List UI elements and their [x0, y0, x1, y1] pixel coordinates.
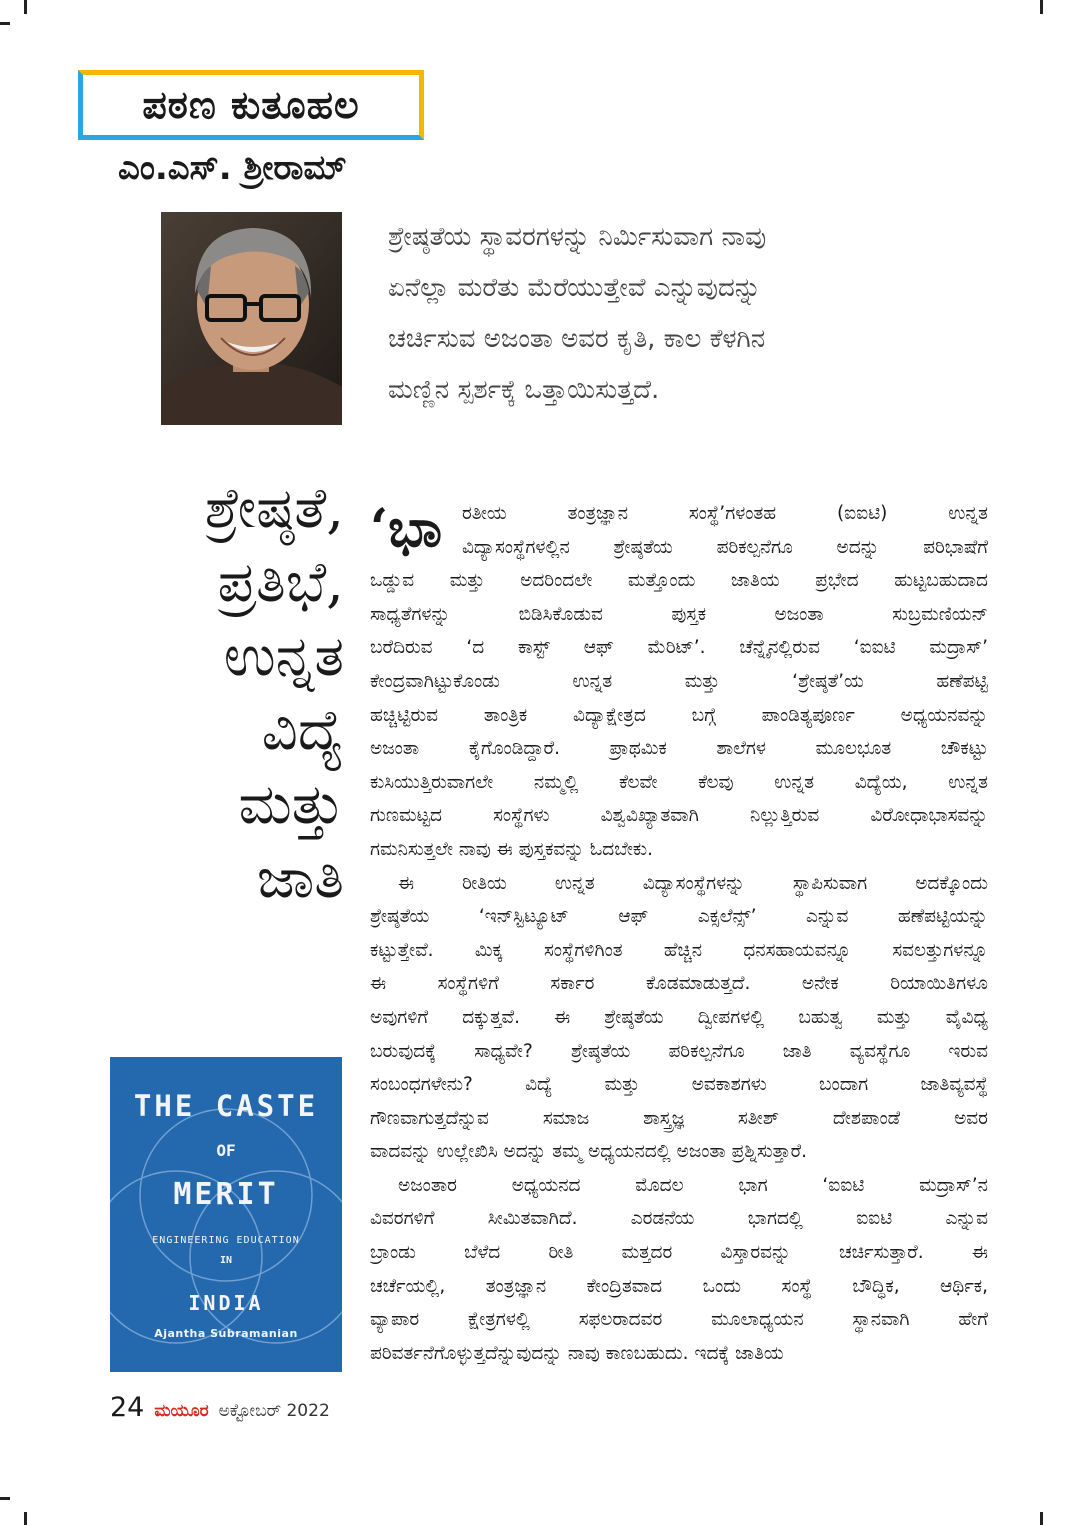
- article-word: ಸ್ಥಾನವಾಗಿ: [852, 1309, 910, 1331]
- article-word: ಅದನ್ನು: [836, 536, 880, 558]
- book-cover: [110, 1057, 342, 1372]
- article-word: ಹಣೆಪಟ್ಟಿ: [936, 670, 988, 692]
- article-line: [370, 900, 988, 934]
- article-word: ಸರ್ಕಾರ: [550, 973, 595, 995]
- article-word: ಉನ್ನತ: [948, 771, 988, 793]
- book-title-line: THE CASTE: [133, 1089, 319, 1123]
- article-line: [370, 1102, 988, 1136]
- article-word: ಕೈಗೊಂಡಿದ್ದಾರೆ.: [468, 738, 560, 760]
- article-word: ಮದ್ರಾಸ್’ನ: [919, 1174, 988, 1196]
- article-line: [370, 564, 988, 598]
- article-word: ಆರ್ಥಿಕ,: [940, 1275, 988, 1297]
- article-word: ಕೊಡಮಾಡುತ್ತದೆ.: [645, 973, 751, 995]
- article-word: ತಂತ್ರಜ್ಞಾನ: [567, 503, 628, 524]
- headline-line: ವಿದ್ಯೆ: [261, 698, 344, 763]
- article-word: ಬಿಡಿಸಿಕೊಡುವ: [518, 603, 603, 625]
- article-word: ಚರ್ಚಿಸುತ್ತಾರೆ.: [838, 1242, 924, 1264]
- headline-line: ಪ್ರತಿಭೆ,: [217, 550, 344, 615]
- crop-mark: [0, 22, 10, 25]
- article-word: ವಿಶ್ವವಿಖ್ಯಾತವಾಗಿ: [600, 805, 699, 827]
- article-word: ಇರುವ: [948, 1040, 988, 1062]
- article-word: ಚರ್ಚೆಯಲ್ಲಿ,: [370, 1275, 446, 1297]
- article-line: [370, 766, 988, 800]
- article-word: ಒಡ್ಡುವ: [370, 570, 415, 592]
- article-word: ಪರಿಕಲ್ಪನೆಗೂ: [716, 536, 793, 558]
- article-line: [370, 967, 988, 1001]
- article-line: ವಾದವನ್ನು ಉಲ್ಲೇಖಿಸಿ ಅದನ್ನು ತಮ್ಮ ಅಧ್ಯಯನದಲ್ಲಿ ಅಜಂತಾ ಪ್ರಶ್ನಿಸುತ್ತಾರೆ.: [370, 1141, 807, 1163]
- article-line: [370, 665, 988, 699]
- article-word: ಅಧ್ಯಯನದ: [511, 1174, 581, 1196]
- article-word: ಅವರ: [954, 1107, 988, 1129]
- article-word: ಆಫ್: [618, 906, 649, 928]
- article-word: ಮತ್ತೊಂದು: [627, 570, 696, 592]
- article-line: ಪರಿವರ್ತನೆಗೊಳ್ಳುತ್ತದೆನ್ನುವುದನ್ನು ನಾವು ಕಾಣಬಹುದು. ಇದಕ್ಕೆ ಜಾತಿಯ: [370, 1342, 784, 1364]
- article-line: [370, 1169, 988, 1203]
- headline-line: ಉನ್ನತ: [223, 624, 344, 689]
- article-word: ಸಂಸ್ಥೆಗಳಿಗೆ: [437, 973, 499, 995]
- article-word: ಸಂಸ್ಥೆಗಳಿಗಿಂತ: [543, 939, 623, 961]
- article-word: ‘ದ: [466, 637, 485, 659]
- page-footer: [110, 1392, 330, 1423]
- article-word: ಸಂಸ್ಥೆ: [781, 1275, 812, 1297]
- article-word: ಸಾಧ್ಯತೆಗಳನ್ನು: [370, 603, 451, 625]
- article-word: ಕೇಂದ್ರಿತವಾದ: [586, 1275, 663, 1297]
- article-word: ಸುಬ್ರಮಣಿಯನ್: [892, 603, 988, 625]
- article-word: ಶಾಲೆಗಳ: [716, 738, 766, 760]
- article-word: ಮೊದಲ: [635, 1174, 684, 1196]
- article-word: ವಿದ್ಯಾಸಂಸ್ಥೆಗಳಲ್ಲಿನ: [462, 536, 570, 558]
- article-word: ಉನ್ನತ: [554, 872, 595, 894]
- book-subtitle: ENGINEERING EDUCATION: [152, 1235, 300, 1246]
- drop-cap: ‘ಭಾ: [370, 498, 442, 559]
- article-word: ವಿದ್ಯಾಕ್ಷೇತ್ರದ: [573, 704, 646, 726]
- article-word: ಅದಕ್ಕೊಂದು: [915, 872, 988, 894]
- article-word: ತಂತ್ರಜ್ಞಾನ: [485, 1275, 547, 1297]
- article-word: ನಮ್ಮಲ್ಲಿ: [533, 771, 579, 793]
- article-word: ಮತ್ತು: [684, 670, 720, 692]
- article-word: ರೀತಿಯ: [462, 872, 507, 894]
- article-word: ಕಾಸ್ಟ್: [517, 637, 550, 659]
- crop-mark: [24, 0, 27, 14]
- article-word: ರಿಯಾಯಿತಿಗಳೂ: [890, 973, 988, 995]
- article-word: ಬರುವುದಕ್ಕೆ: [370, 1040, 437, 1062]
- article-word: ಬ್ರಾಂಡು: [370, 1242, 416, 1264]
- article-line: [370, 1270, 988, 1304]
- article-line: [370, 699, 988, 733]
- column-name: ಪಠಣ ಕುತೂಹಲ: [142, 82, 360, 127]
- article-word: ಆಫ್: [583, 637, 614, 659]
- article-word: ಅನೇಕ: [801, 973, 839, 995]
- article-word: ಅಜಂತಾ: [370, 738, 420, 760]
- article-line: [370, 598, 988, 632]
- article-word: ಕುಸಿಯುತ್ತಿರುವಾಗಲೇ: [370, 771, 494, 793]
- article-word: ಪರಿಭಾಷೆಗೆ: [923, 536, 988, 558]
- article-word: ವಿದ್ಯೆಯ,: [854, 771, 908, 793]
- article-word: ಈ: [398, 872, 415, 894]
- article-word: ಗೌಣವಾಗುತ್ತದೆನ್ನುವ: [370, 1107, 489, 1129]
- article-word: ಗುಣಮಟ್ಟದ: [370, 805, 442, 827]
- article-word: ಸಂಬಂಧಗಳೇನು?: [370, 1074, 473, 1096]
- book-subtitle-country: INDIA: [188, 1291, 264, 1315]
- magazine-name: ಮಯೂರ: [154, 1401, 209, 1421]
- article-word: ಸಂಸ್ಥೆ’ಗಳಂತಹ: [688, 503, 777, 524]
- article-line: [370, 1068, 988, 1102]
- article-word: ಮೂಲಭೂತ: [815, 738, 892, 760]
- article-word: ಐಐಟಿ: [856, 1208, 893, 1230]
- article-word: ವೈವಿಧ್ಯ: [945, 1006, 988, 1028]
- article-line: [370, 1001, 988, 1035]
- article-word: ಕ್ಷೇತ್ರಗಳಲ್ಲಿ: [467, 1309, 530, 1331]
- article-line: [370, 531, 988, 565]
- article-line: [370, 732, 988, 766]
- article-word: ಬೌದ್ಧಿಕ,: [852, 1275, 900, 1297]
- article-word: ಕಟ್ಟುತ್ತೇವೆ.: [370, 939, 434, 961]
- article-word: ಸಫಲರಾದವರ: [578, 1309, 663, 1331]
- article-word: ದೇಶಪಾಂಡೆ: [832, 1107, 901, 1129]
- book-author: Ajantha Subramanian: [154, 1327, 298, 1340]
- article-word: ವಿದ್ಯಾಸಂಸ್ಥೆಗಳನ್ನು: [642, 872, 745, 894]
- article-word: ಮತ್ತು: [449, 570, 485, 592]
- article-word: ಶಾಸ್ತ್ರಜ್ಞ: [643, 1107, 685, 1129]
- deck-line: ಏನೆಲ್ಲಾ ಮರೆತು ಮೆರೆಯುತ್ತೇವೆ ಎನ್ನುವುದನ್ನು: [388, 273, 761, 303]
- article-word: ಬೆಳೆದ: [464, 1242, 501, 1264]
- article-word: ಈ: [971, 1242, 988, 1264]
- article-word: ದ್ವೀಪಗಳಲ್ಲಿ: [697, 1006, 765, 1028]
- article-word: ‘ಐಐಟಿ: [853, 637, 896, 659]
- article-line: ಗಮನಿಸುತ್ತಲೇ ನಾವು ಈ ಪುಸ್ತಕವನ್ನು ಓದಬೇಕು.: [370, 838, 654, 860]
- article-word: ಪ್ರಭೇದ: [815, 570, 859, 592]
- article-word: ಹೇಗೆ: [958, 1309, 988, 1331]
- article-word: ‘ಇನ್‌ಸ್ಟಿಟ್ಯೂಟ್: [478, 906, 569, 928]
- article-word: ಧನಸಹಾಯವನ್ನೂ: [743, 939, 852, 961]
- crop-mark: [24, 1512, 27, 1525]
- article-word: ಚೆನ್ನೈನಲ್ಲಿರುವ: [739, 637, 820, 659]
- article-word: ಅಜಂತಾರ: [398, 1174, 457, 1196]
- crop-mark: [0, 1497, 10, 1500]
- article-word: ಪಾಂಡಿತ್ಯಪೂರ್ಣ: [761, 704, 855, 726]
- article-word: ಅಧ್ಯಯನವನ್ನು: [900, 704, 988, 726]
- article-word: ಸೀಮಿತವಾಗಿದೆ.: [487, 1208, 578, 1230]
- article-word: ಮೂಲಾಧ್ಯಯನ: [711, 1309, 804, 1331]
- article-word: ಎನ್ನುವ: [805, 906, 849, 928]
- article-word: ಉನ್ನತ: [774, 771, 815, 793]
- article-line: [370, 497, 988, 531]
- article-word: ಸಾಧ್ಯವೇ?: [474, 1040, 533, 1062]
- book-subtitle-in: IN: [219, 1255, 233, 1266]
- article-word: ರೀತಿ: [548, 1242, 574, 1264]
- article-line: [370, 867, 988, 901]
- article-word: ಜಾತಿಯ: [731, 570, 780, 592]
- article-word: ಹಣೆಪಟ್ಟಿಯನ್ನು: [897, 906, 988, 928]
- article-word: ನಿಲ್ಲುತ್ತಿರುವ: [749, 805, 820, 827]
- article-body: [370, 497, 988, 1370]
- article-word: ಬಗ್ಗೆ: [691, 704, 716, 726]
- article-word: ಪ್ರಾಥಮಿಕ: [609, 738, 667, 760]
- headline-line: ಜಾತಿ: [256, 846, 344, 911]
- article-word: ಶ್ರೇಷ್ಠತೆಯ: [570, 1040, 631, 1062]
- page-number: 24: [110, 1392, 145, 1423]
- book-title-line: OF: [216, 1141, 236, 1160]
- headline-line: ಮತ್ತು: [238, 772, 344, 837]
- article-word: ಅದರಿಂದಲೇ: [520, 570, 593, 592]
- crop-mark: [1040, 1512, 1043, 1525]
- article-word: ಜಾತಿವ್ಯವಸ್ಥೆ: [920, 1074, 988, 1096]
- article-word: ಸಮಾಜ: [542, 1107, 590, 1129]
- article-word: ಕೆಲವು: [698, 771, 734, 793]
- article-word: ತಾಂತ್ರಿಕ: [483, 704, 528, 726]
- deck-line: ಮಣ್ಣಿನ ಸ್ಪರ್ಶಕ್ಕೆ ಒತ್ತಾಯಿಸುತ್ತದೆ.: [388, 375, 660, 405]
- article-word: ‘ಐಐಟಿ: [822, 1174, 865, 1196]
- article-word: ಹಚ್ಚಿಟ್ಟಿರುವ: [370, 704, 439, 726]
- article-word: ಸತೀಶ್: [737, 1107, 780, 1129]
- article-word: ಬಹುತ್ವ: [798, 1006, 843, 1028]
- article-word: ಸ್ಥಾಪಿಸುವಾಗ: [792, 872, 868, 894]
- headline-line: ಶ್ರೇಷ್ಠತೆ,: [204, 476, 344, 541]
- article-word: ಹುಟ್ಟಬಹುದಾದ: [894, 570, 988, 592]
- article-word: ಪುಸ್ತಕ: [671, 603, 707, 625]
- headline: [112, 472, 344, 916]
- article-word: ಅವುಗಳಿಗೆ: [370, 1006, 429, 1028]
- article-word: ವಿರೋಧಾಭಾಸವನ್ನು: [870, 805, 988, 827]
- article-word: ಜಾತಿ: [782, 1040, 812, 1062]
- article-word: ಕೇಂದ್ರವಾಗಿಟ್ಟುಕೊಂಡು: [370, 670, 500, 692]
- deck-line: ಚರ್ಚಿಸುವ ಅಜಂತಾ ಅವರ ಕೃತಿ, ಕಾಲ ಕೆಳಗಿನ: [388, 324, 766, 354]
- article-word: ಮದ್ರಾಸ್’: [929, 637, 988, 659]
- article-word: ಸವಲತ್ತುಗಳನ್ನೂ: [892, 939, 988, 961]
- article-line: [370, 631, 988, 665]
- article-line: [370, 1035, 988, 1069]
- article-word: ಎಕ್ಸಲೆನ್ಸ್’: [697, 906, 757, 928]
- article-word: ದಕ್ಕುತ್ತವೆ.: [462, 1006, 521, 1028]
- article-word: ಉನ್ನತ: [572, 670, 613, 692]
- article-word: ಈ: [554, 1006, 571, 1028]
- article-line: [370, 1303, 988, 1337]
- article-word: ಕೆಲವೇ: [618, 771, 658, 793]
- article-word: ರತೀಯ: [462, 503, 507, 524]
- article-word: ವ್ಯಾಪಾರ: [370, 1309, 420, 1331]
- article-word: ಎನ್ನುವ: [945, 1208, 988, 1230]
- article-word: ಭಾಗ: [738, 1174, 768, 1196]
- article-word: ಒಂದು: [702, 1275, 742, 1297]
- article-word: ಹೆಚ್ಚಿನ: [663, 939, 703, 961]
- article-line: [370, 1202, 988, 1236]
- issue-date: ಅಕ್ಟೋಬರ್ 2022: [218, 1401, 330, 1421]
- column-logo: [78, 70, 424, 140]
- article-word: ಮೆರಿಟ್’.: [647, 637, 706, 659]
- article-line: [370, 934, 988, 968]
- article-word: ಮತ್ತು: [604, 1074, 640, 1096]
- crop-mark: [1040, 0, 1043, 14]
- article-word: ಭಾಗದಲ್ಲಿ: [747, 1208, 803, 1230]
- article-word: ಶ್ರೇಷ್ಠತೆಯ: [604, 1006, 664, 1028]
- author-photo: [161, 212, 342, 425]
- article-word: ‘ಶ್ರೇಷ್ಠತೆ’ಯ: [792, 670, 864, 692]
- article-word: ಚೌಕಟ್ಟು: [940, 738, 988, 760]
- article-word: ಬರೆದಿರುವ: [370, 637, 433, 659]
- article-word: ಅವಕಾಶಗಳು: [691, 1074, 767, 1096]
- article-word: (ಐಐಟಿ): [836, 503, 888, 524]
- article-word: ಶ್ರೇಷ್ಠತೆಯ: [613, 536, 673, 558]
- article-word: ಎರಡನೆಯ: [630, 1208, 695, 1230]
- article-word: ಉನ್ನತ: [948, 503, 988, 524]
- article-word: ಬಂದಾಗ: [818, 1074, 869, 1096]
- article-word: ಈ: [370, 973, 387, 995]
- author-name: ಎಂ.ಎಸ್. ಶ್ರೀರಾಮ್: [118, 148, 347, 188]
- article-word: ವಿವರಗಳಿಗೆ: [370, 1208, 435, 1230]
- article-word: ಮಿಕ್ಕ: [474, 939, 503, 961]
- article-word: ಸಂಸ್ಥೆಗಳು: [493, 805, 550, 827]
- book-title-line: MERIT: [173, 1177, 279, 1212]
- article-word: ಪರಿಕಲ್ಪನೆಗೂ: [668, 1040, 745, 1062]
- article-word: ವಿದ್ಯೆ: [525, 1074, 553, 1096]
- deck-line: ಶ್ರೇಷ್ಠತೆಯ ಸ್ಥಾವರಗಳನ್ನು ನಿರ್ಮಿಸುವಾಗ ನಾವು: [388, 222, 767, 252]
- article-deck: [388, 212, 948, 416]
- article-word: ಅಜಂತಾ: [774, 603, 824, 625]
- article-word: ವ್ಯವಸ್ಥೆಗೂ: [849, 1040, 911, 1062]
- article-word: ಮತ್ತು: [876, 1006, 912, 1028]
- article-word: ಮತ್ತದರ: [621, 1242, 673, 1264]
- article-word: ಶ್ರೇಷ್ಠತೆಯ: [370, 906, 430, 928]
- article-line: [370, 799, 988, 833]
- article-line: [370, 1236, 988, 1270]
- article-word: ವಿಸ್ತಾರವನ್ನು: [720, 1242, 791, 1264]
